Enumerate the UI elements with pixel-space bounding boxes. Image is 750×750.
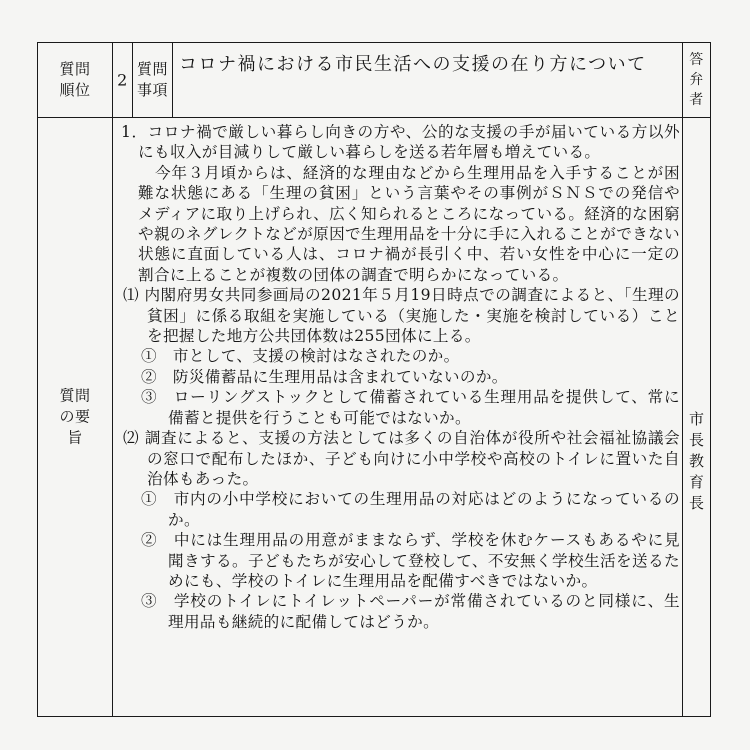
- question-body: [121, 122, 680, 632]
- respondent-names: 市長 教育長: [688, 410, 704, 512]
- section-2-item-1: ① 市内の小中学校においての生理用品の対応はどのようになっているのか。: [141, 490, 680, 529]
- respondent-cell: [683, 118, 710, 716]
- section-2-item-3: ③ 学校のトイレにトイレットペーパーが常備されているのと同様に、生理用品も継続的に配備してはどうか。: [141, 592, 680, 631]
- section-2-item-2: ② 中には生理用品の用意がままならず、学校を休むケースもあるやに見聞きする。子どもたちが安心して登校して、不安無く学校生活を送るためにも、学校のトイレに生理用品を配備すべきではないか。: [141, 531, 680, 590]
- respondent-label: 答弁 者: [689, 52, 704, 108]
- topic-cell: [173, 43, 683, 117]
- item-label-cell: [133, 43, 173, 117]
- order-value-cell: [113, 43, 133, 117]
- body-row: [38, 118, 710, 716]
- question-topic: コロナ禍における市民生活への支援の在り方について: [179, 54, 647, 75]
- section-2: ⑵ 調査によると、支援の方法としては多くの自治体が役所や社会福祉協議会の窓口で配布したほか、子ども向けに小中学校や高校のトイレに置いた自治体もあった。: [123, 429, 680, 488]
- section-1-item-1: ① 市として、支援の検討はなされたのか。: [141, 347, 460, 366]
- section-1-item-2: ② 防災備蓄品に生理用品は含まれていないのか。: [141, 367, 508, 386]
- order-label: 質問 順位: [59, 60, 91, 99]
- item-label: 質問 事項: [136, 60, 168, 99]
- gist-label: 質問 の要 旨: [59, 386, 91, 447]
- respondent-label-cell: [683, 43, 710, 117]
- order-value: 2: [117, 70, 128, 90]
- order-label-cell: [38, 43, 113, 117]
- question-form: [37, 42, 711, 717]
- section-1: ⑴ 内閣府男女共同参画局の2021年５月19日時点での調査によると、「生理の貧困」に係る取組を実施している（実施した・実施を検討している）ことを把握した地方公共団体数は255団体に上る。: [123, 286, 680, 346]
- question-body-cell: [113, 118, 683, 716]
- header-row: [38, 43, 710, 118]
- gist-label-cell: [38, 118, 113, 716]
- paragraph-intro: 1．コロナ禍で厳しい暮らし向きの方や、公的な支援の手が届いている方以外にも収入が目減りして厳しい暮らしを送る若年層も増えている。: [121, 123, 680, 162]
- paragraph-background: 今年３月頃からは、経済的な理由などから生理用品を入手することが困難な状態にある「生理の貧困」という言葉やその事例がＳＮＳでの発信やメディアに取り上げられ、広く知られるところになっている。経済的な困窮や親のネグレクトなどが原因で生理用品を十分に手に入れることができない状態に直面している人は、コロナ禍が長引く中、若い女性を中心に一定の割合に上ることが複数の団体の調査で明らかになっている。: [138, 163, 680, 284]
- section-1-item-3: ③ ローリングストックとして備蓄されている生理用品を提供して、常に備蓄と提供を行うことも可能ではないか。: [141, 388, 680, 427]
